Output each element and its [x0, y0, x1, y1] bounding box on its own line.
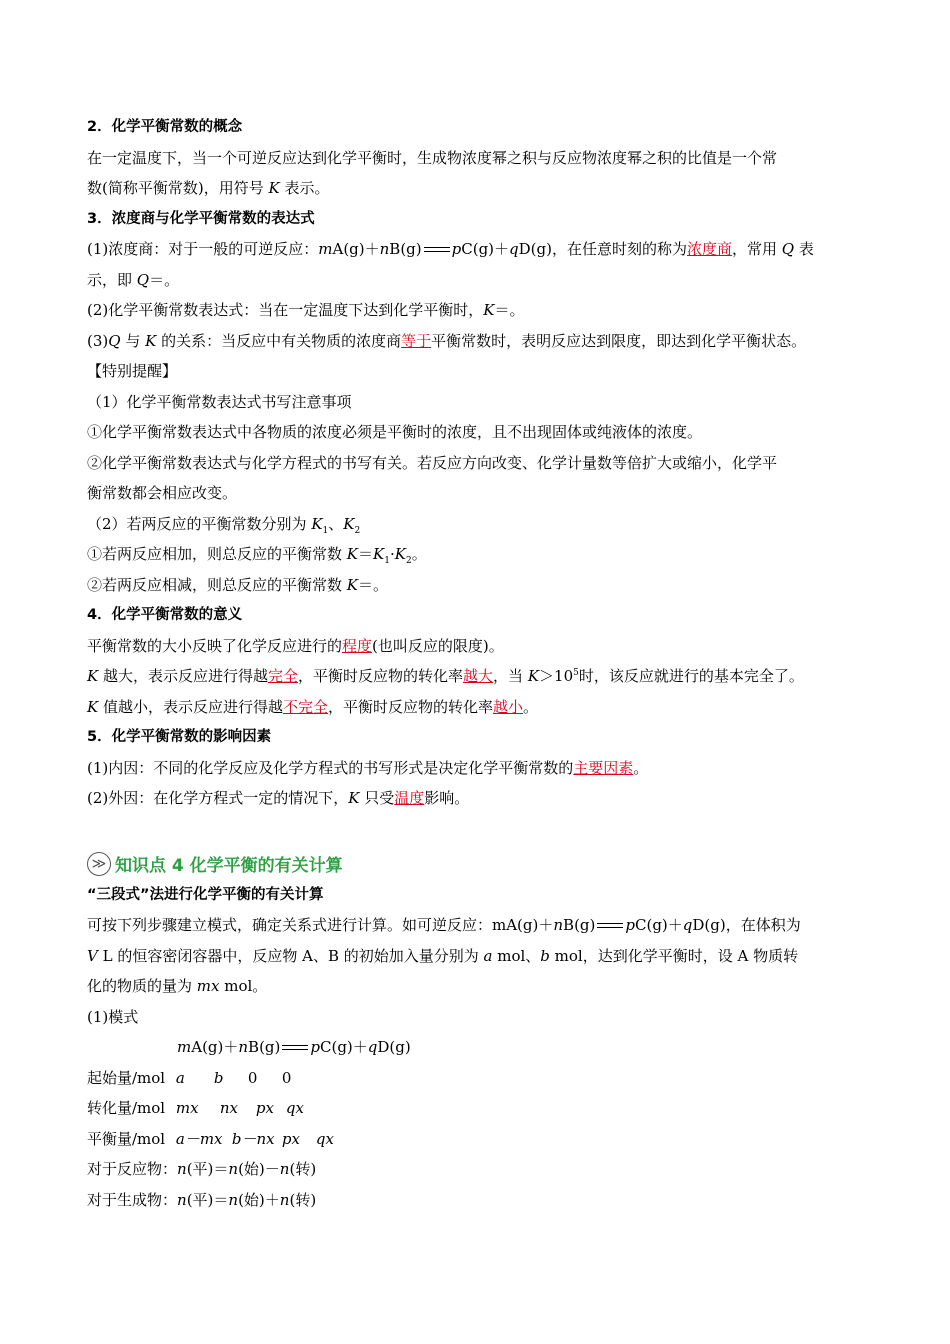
table-row: 平衡量/mol a－mx b－nx px qx [87, 1129, 334, 1148]
table-row: 起始量/mol a b 0 0 [87, 1068, 292, 1087]
paragraph: ①化学平衡常数表达式中各物质的浓度必须是平衡时的浓度，且不出现固体或纯液体的浓度。 [87, 423, 703, 441]
section-heading-5: 5．化学平衡常数的影响因素 [87, 729, 272, 745]
section-heading-2: 2．化学平衡常数的概念 [87, 119, 243, 135]
equilibrium-arrow-icon [424, 246, 450, 254]
paragraph: 化的物质的量为 mx mol。 [87, 977, 268, 995]
section-heading-3: 3．浓度商与化学平衡常数的表达式 [87, 210, 315, 227]
paragraph: (2)外因：在化学方程式一定的情况下，K 只受温度影响。 [87, 789, 470, 807]
paragraph: （1）化学平衡常数表达式书写注意事项 [87, 392, 352, 411]
highlight-term: 程度 [342, 636, 373, 655]
highlight-term: 越大 [463, 667, 494, 685]
subsection-heading: “三段式”法进行化学平衡的有关计算 [87, 886, 324, 903]
paragraph: ②若两反应相减，则总反应的平衡常数 K＝。 [87, 575, 389, 594]
highlight-term: 浓度商 [687, 240, 733, 258]
paragraph: ②化学平衡常数表达式与化学方程式的书写有关。若反应方向改变、化学计量数等倍扩大或缩小，化学平 [87, 453, 778, 472]
equilibrium-arrow-icon [282, 1044, 308, 1052]
paragraph: K 值越小，表示反应进行得越不完全，平衡时反应物的转化率越小。 [87, 697, 539, 716]
paragraph: （2）若两反应的平衡常数分别为 $K_1$、$K_2$ [87, 514, 361, 536]
paragraph: 衡常数都会相应改变。 [87, 484, 238, 502]
paragraph: ①若两反应相加，则总反应的平衡常数 $K=K_1\cdot K_2$。 [87, 545, 427, 566]
highlight-term: 等于 [401, 331, 432, 350]
paragraph: 示，即 Q＝。 [87, 270, 180, 289]
paragraph: 可按下列步骤建立模式，确定关系式进行计算。如可逆反应：mA(g)＋nB(g) pC(g)＋qD(g)，在体积为 [87, 916, 801, 934]
formula: 对于生成物：n(平)＝n(始)＋n(转) [87, 1190, 317, 1209]
equilibrium-arrow-icon [597, 922, 623, 930]
paragraph: (1)浓度商：对于一般的可逆反应：mA(g)＋nB(g) pC(g)＋qD(g)，在任意时刻的称为浓度商，常用 Q 表 [87, 240, 814, 258]
paragraph: 在一定温度下，当一个可逆反应达到化学平衡时，生成物浓度幂之积与反应物浓度幂之积的比值是一个常 [87, 148, 778, 167]
paragraph: V L 的恒容密闭容器中，反应物 A、B 的初始加入量分别为 a mol、b mol，达到化学平衡时，设 A 物质转 [87, 946, 799, 965]
double-chevron-icon: ≫ [87, 852, 111, 876]
tip-title: 【特别提醒】 [87, 362, 178, 380]
knowledge-point-header [87, 848, 887, 880]
paragraph: 数(简称平衡常数)，用符号 K 表示。 [87, 179, 330, 197]
highlight-term: 完全 [268, 667, 299, 685]
knowledge-point-title: 知识点 4 化学平衡的有关计算 [115, 856, 343, 876]
equation: mA(g)＋nB(g) pC(g)＋qD(g) [177, 1038, 411, 1056]
section-heading-4: 4．化学平衡常数的意义 [87, 607, 243, 623]
highlight-term: 越小 [493, 697, 524, 716]
highlight-term: 温度 [394, 789, 425, 807]
paragraph: (3)Q 与 K 的关系：当反应中有关物质的浓度商等于平衡常数时，表明反应达到限度，即达到化学平衡状态。 [87, 331, 807, 350]
document-page [87, 112, 887, 1215]
highlight-term: 主要因素 [573, 758, 634, 777]
paragraph: K 越大，表示反应进行得越完全，平衡时反应物的转化率越大，当 $K>10^5$时，该反应就进行的基本完全了。 [87, 667, 804, 685]
paragraph: (1)模式 [87, 1007, 139, 1026]
paragraph: (2)化学平衡常数表达式：当在一定温度下达到化学平衡时，K＝。 [87, 301, 525, 319]
highlight-term: 不完全 [283, 697, 329, 716]
formula: 对于反应物：n(平)＝n(始)－n(转) [87, 1160, 317, 1178]
paragraph: 平衡常数的大小反映了化学反应进行的程度(也叫反应的限度)。 [87, 636, 504, 655]
paragraph: (1)内因：不同的化学反应及化学方程式的书写形式是决定化学平衡常数的主要因素。 [87, 758, 649, 777]
table-row: 转化量/mol mx nx px qx [87, 1099, 304, 1117]
